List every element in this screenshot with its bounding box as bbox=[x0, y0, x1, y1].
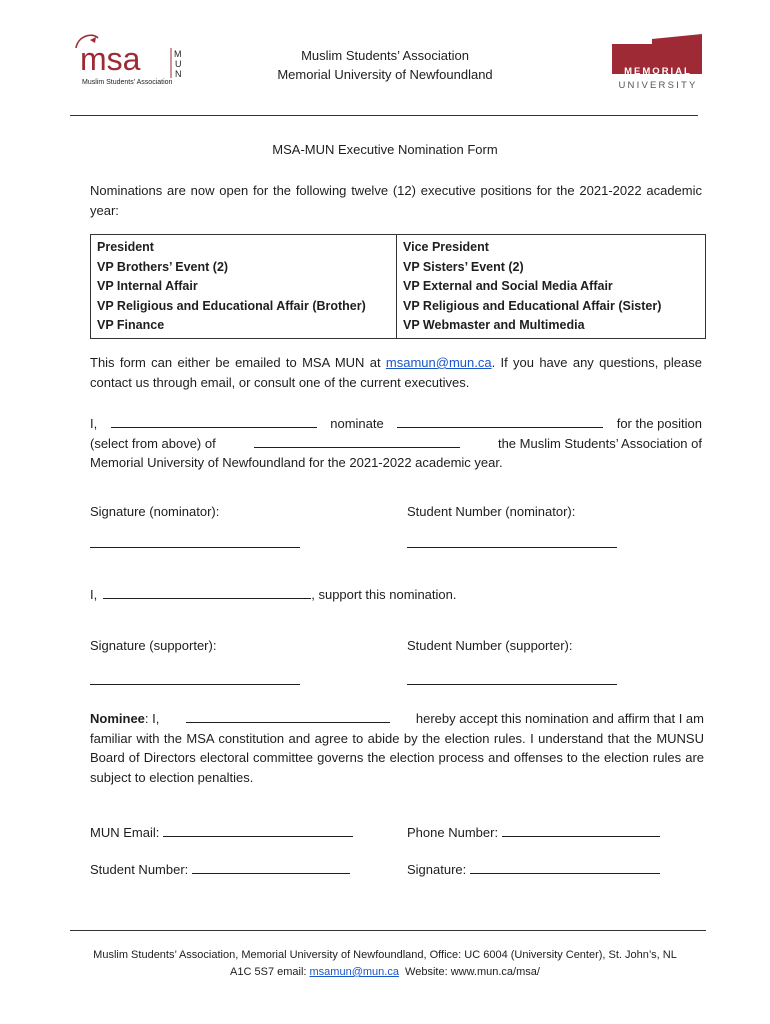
form-title: MSA-MUN Executive Nomination Form bbox=[272, 142, 498, 157]
support-statement: I, , support this nomination. bbox=[90, 587, 457, 602]
supporter-student-number-line[interactable] bbox=[407, 684, 617, 685]
header-divider bbox=[70, 115, 698, 116]
memorial-logo-word: MEMORIAL bbox=[624, 66, 692, 77]
position-item: VP Webmaster and Multimedia bbox=[403, 318, 585, 333]
footer-address: Muslim Students’ Association, Memorial University of Newfoundland, Office: UC 6004 (University Center), St. John’s, NL bbox=[93, 949, 677, 961]
nominee-accept-name-field[interactable] bbox=[186, 710, 390, 723]
signature-field[interactable] bbox=[470, 861, 660, 874]
student-number-row: Student Number: bbox=[90, 861, 350, 877]
nominator-student-number-label: Student Number (nominator): bbox=[407, 504, 576, 519]
supporter-signature-line[interactable] bbox=[90, 684, 300, 685]
header-line2: Memorial University of Newfoundland bbox=[277, 67, 493, 82]
position-item: VP Internal Affair bbox=[97, 279, 198, 294]
position-item: VP External and Social Media Affair bbox=[403, 279, 613, 294]
nominator-name-field[interactable] bbox=[111, 415, 317, 428]
svg-text:M: M bbox=[174, 49, 182, 59]
nominee-statement: Nominee: I, hereby accept this nomination and affirm that I am familiar with the MSA constitution and agree to abide by the election rules. I understand that the MUNSU Board of Directors electoral committee governs the election process and offenses to the election rules are subject to election penalties. bbox=[90, 711, 704, 785]
nominator-student-number-line[interactable] bbox=[407, 547, 617, 548]
nominee-name-field[interactable] bbox=[397, 415, 603, 428]
phone-field[interactable] bbox=[502, 824, 660, 837]
memorial-logo-univ: UNIVERSITY bbox=[618, 80, 698, 91]
intro-paragraph: Nominations are now open for the following twelve (12) executive positions for the 2021-2022 academic year: bbox=[90, 183, 702, 218]
supporter-student-number-label: Student Number (supporter): bbox=[407, 638, 573, 653]
phone-row: Phone Number: bbox=[407, 824, 660, 840]
position-field[interactable] bbox=[254, 435, 460, 448]
svg-text:N: N bbox=[175, 69, 182, 79]
footer-divider bbox=[70, 930, 706, 931]
footer-contact: A1C 5S7 email: msamun@mun.ca Website: www.mun.ca/msa/ bbox=[230, 966, 540, 978]
position-item: VP Brothers’ Event (2) bbox=[97, 259, 229, 274]
nominator-signature-label: Signature (nominator): bbox=[90, 504, 220, 519]
header-org bbox=[170, 46, 600, 84]
signature-row: Signature: bbox=[407, 861, 660, 877]
email-link[interactable]: msamun@mun.ca bbox=[385, 355, 492, 370]
nominee-label: Nominee bbox=[90, 711, 145, 726]
nominator-signature-line[interactable] bbox=[90, 547, 300, 548]
position-item: Vice President bbox=[403, 240, 489, 254]
memorial-logo bbox=[612, 34, 704, 92]
position-item: President bbox=[97, 240, 154, 254]
footer-email-link[interactable]: msamun@mun.ca bbox=[309, 966, 399, 978]
header-line1: Muslim Students’ Association bbox=[301, 48, 469, 63]
msa-logo-text: msa bbox=[80, 41, 141, 77]
position-item: VP Finance bbox=[97, 318, 165, 333]
position-item: VP Religious and Educational Affair (Brother) bbox=[97, 298, 366, 313]
email-paragraph: This form can either be emailed to MSA MUN at msamun@mun.ca. If you have any questions, please contact us through email, or consult one of the current executives. bbox=[90, 355, 702, 390]
svg-text:U: U bbox=[175, 59, 182, 69]
position-item: VP Sisters’ Event (2) bbox=[403, 259, 524, 274]
mun-email-field[interactable] bbox=[163, 824, 353, 837]
positions-table bbox=[90, 234, 706, 339]
supporter-signature-label: Signature (supporter): bbox=[90, 638, 217, 653]
student-number-field[interactable] bbox=[192, 861, 350, 874]
footer bbox=[60, 947, 710, 981]
position-item: VP Religious and Educational Affair (Sister) bbox=[403, 298, 662, 313]
supporter-name-field[interactable] bbox=[103, 586, 311, 599]
mun-email-row: MUN Email: bbox=[90, 824, 353, 840]
nomination-statement: I, nominate for the position (select from above) of the Muslim Students’ Association of Memorial University of Newfoundland for the 2021-2022 academic year. bbox=[90, 416, 702, 470]
msa-logo-sub: Muslim Students' Association bbox=[82, 79, 173, 86]
